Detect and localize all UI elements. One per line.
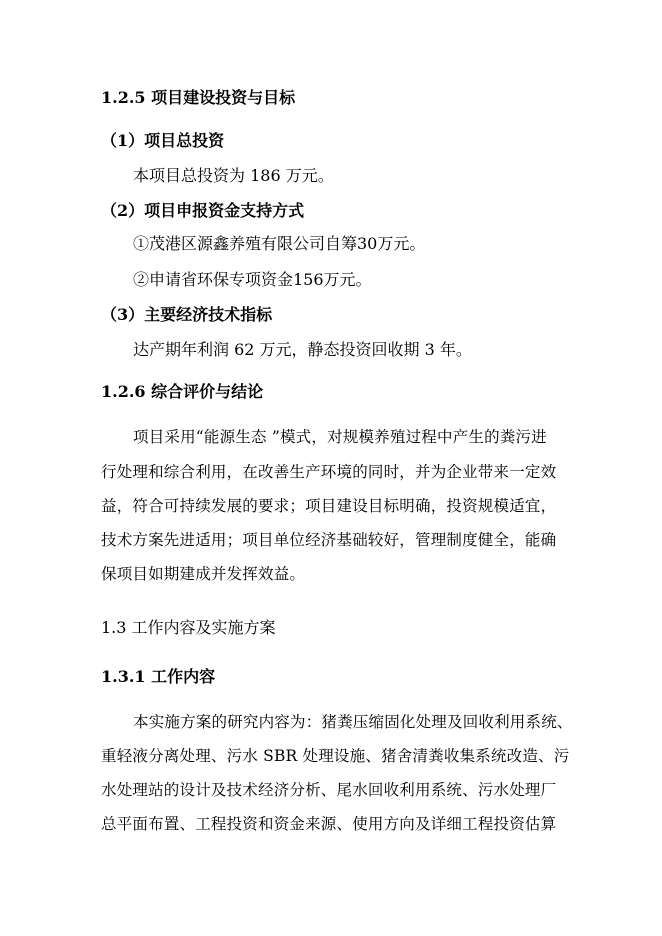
funding-item-1: ①茂港区源鑫养殖有限公司自筹30万元。 bbox=[133, 234, 426, 253]
economic-indicators-text: 达产期年利润 62 万元，静态投资回收期 3 年。 bbox=[133, 340, 472, 359]
paragraph-line: 项目采用“能源生态 ”模式，对规模养殖过程中产生的粪污进 bbox=[133, 428, 547, 446]
paragraph-line: 保项目如期建成并发挥效益。 bbox=[101, 565, 306, 583]
heading-1-2-6: 1.2.6 综合评价与结论 bbox=[101, 382, 264, 401]
subheading-economic-indicators: （3）主要经济技术指标 bbox=[101, 305, 273, 324]
heading-1-3: 1.3 工作内容及实施方案 bbox=[101, 618, 276, 637]
subheading-funding-method: （2）项目申报资金支持方式 bbox=[101, 201, 305, 220]
funding-item-2: ②申请省环保专项资金156万元。 bbox=[133, 270, 372, 289]
paragraph-line: 重轻液分离处理、污水 SBR 处理设施、猪舍清粪收集系统改造、污 bbox=[101, 747, 570, 765]
paragraph-line: 益，符合可持续发展的要求；项目建设目标明确，投资规模适宜， bbox=[101, 497, 557, 515]
paragraph-line: 本实施方案的研究内容为：猪粪压缩固化处理及回收利用系统、 bbox=[133, 713, 573, 731]
paragraph-line: 行处理和综合利用，在改善生产环境的同时，并为企业带来一定效 bbox=[101, 463, 557, 481]
paragraph-line: 技术方案先进适用；项目单位经济基础较好，管理制度健全，能确 bbox=[101, 531, 557, 549]
total-investment-text: 本项目总投资为 186 万元。 bbox=[133, 166, 334, 185]
paragraph-line: 总平面布置、工程投资和资金来源、使用方向及详细工程投资估算 bbox=[101, 815, 557, 833]
paragraph-line: 水处理站的设计及技术经济分析、尾水回收利用系统、污水处理厂 bbox=[101, 781, 557, 799]
heading-1-2-5: 1.2.5 项目建设投资与目标 bbox=[101, 88, 296, 107]
subheading-total-investment: （1）项目总投资 bbox=[101, 131, 225, 150]
heading-1-3-1: 1.3.1 工作内容 bbox=[101, 667, 216, 686]
